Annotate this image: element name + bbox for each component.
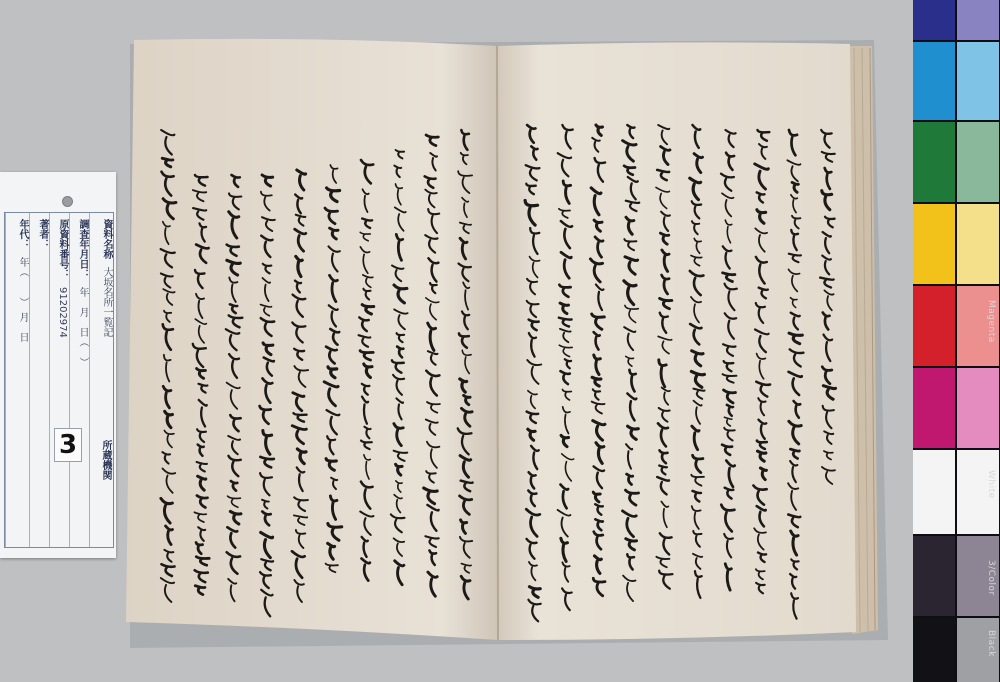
color-patch xyxy=(957,204,999,284)
chart-label-black: Black xyxy=(986,630,996,657)
color-patch xyxy=(913,450,955,534)
chart-label-3color: 3/Color xyxy=(986,560,996,596)
card-number-label: 3 xyxy=(54,428,82,462)
card-field-author xyxy=(29,213,49,547)
color-patch xyxy=(913,536,955,616)
color-patch xyxy=(913,204,955,284)
card-field-era xyxy=(5,213,29,547)
card-field-label: 著者： xyxy=(37,219,48,249)
color-patch xyxy=(913,286,955,366)
punch-hole xyxy=(62,196,73,207)
color-patch xyxy=(957,42,999,120)
color-patch xyxy=(957,368,999,448)
right-page xyxy=(496,42,856,640)
card-field-value: 年 月 日（ ） xyxy=(77,287,88,367)
card-field-label: 原資料番号： xyxy=(57,219,68,279)
book-gutter xyxy=(497,46,498,640)
card-holder-label: 所蔵機関 xyxy=(100,440,111,480)
chart-label-white: White xyxy=(986,470,996,499)
color-patch xyxy=(957,0,999,40)
card-field-label: 調査年月日： xyxy=(77,219,88,279)
color-patch xyxy=(913,368,955,448)
card-field-value: 大坂名所一覧記 xyxy=(101,267,112,337)
left-page xyxy=(126,39,498,640)
color-patch xyxy=(913,618,955,682)
card-field-value: 91202974 xyxy=(57,287,68,338)
card-field-date xyxy=(69,213,89,547)
card-field-value: 年（ ） 月 日 xyxy=(17,257,28,342)
card-field-number xyxy=(49,213,69,547)
color-patch xyxy=(913,42,955,120)
color-patch xyxy=(913,0,955,40)
catalogue-card xyxy=(0,172,116,558)
color-patch xyxy=(913,122,955,202)
card-field-label: 資料名称 xyxy=(101,219,112,259)
card-field-label: 年代： xyxy=(17,219,28,249)
color-patch xyxy=(957,122,999,202)
chart-label-magenta: Magenta xyxy=(986,300,996,343)
